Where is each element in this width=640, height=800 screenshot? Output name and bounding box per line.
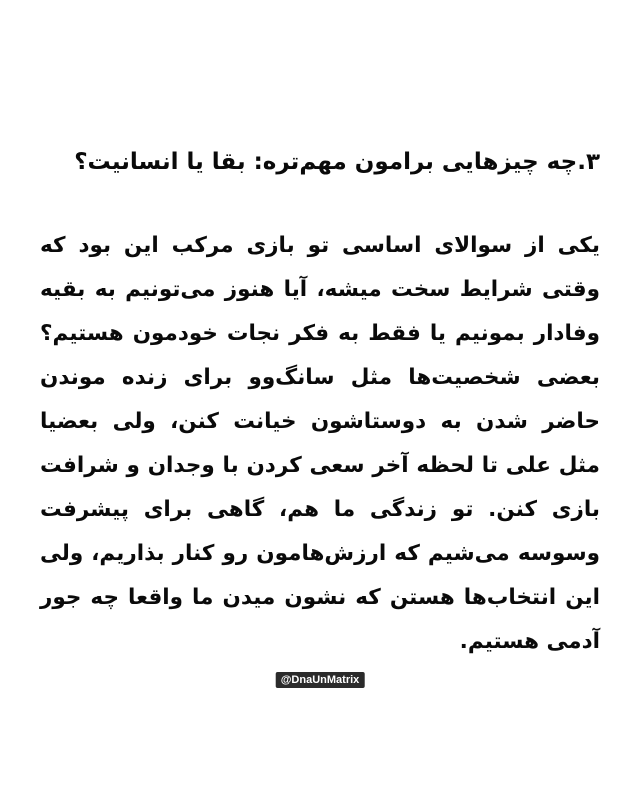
post-content — [40, 140, 600, 664]
watermark-handle: @DnaUnMatrix — [276, 672, 365, 688]
post-body: یکی از سوالای اساسی تو بازی مرکب این بود که وقتی شرایط سخت میشه، آیا هنوز می‌تونیم به بقیه وفادار بمونیم یا فقط به فکر نجات خودمون هستیم؟ بعضی شخصیت‌ها مثل سانگ‌وو برای زنده موندن حاضر شدن به دوستاشون خیانت کنن، ولی بعضیا مثل علی تا لحظه آخر سعی کردن با وجدان و شرافت بازی کنن. تو زندگی ما هم، گاهی برای پیشرفت وسوسه می‌شیم که ارزش‌هامون رو کنار بذاریم، ولی این انتخاب‌ها هستن که نشون میدن ما واقعا چه جور آدمی هستیم. — [40, 233, 600, 654]
post-heading: ۳.چه چیزهایی برامون مهم‌تره: بقا یا انسانیت؟ — [74, 149, 600, 175]
